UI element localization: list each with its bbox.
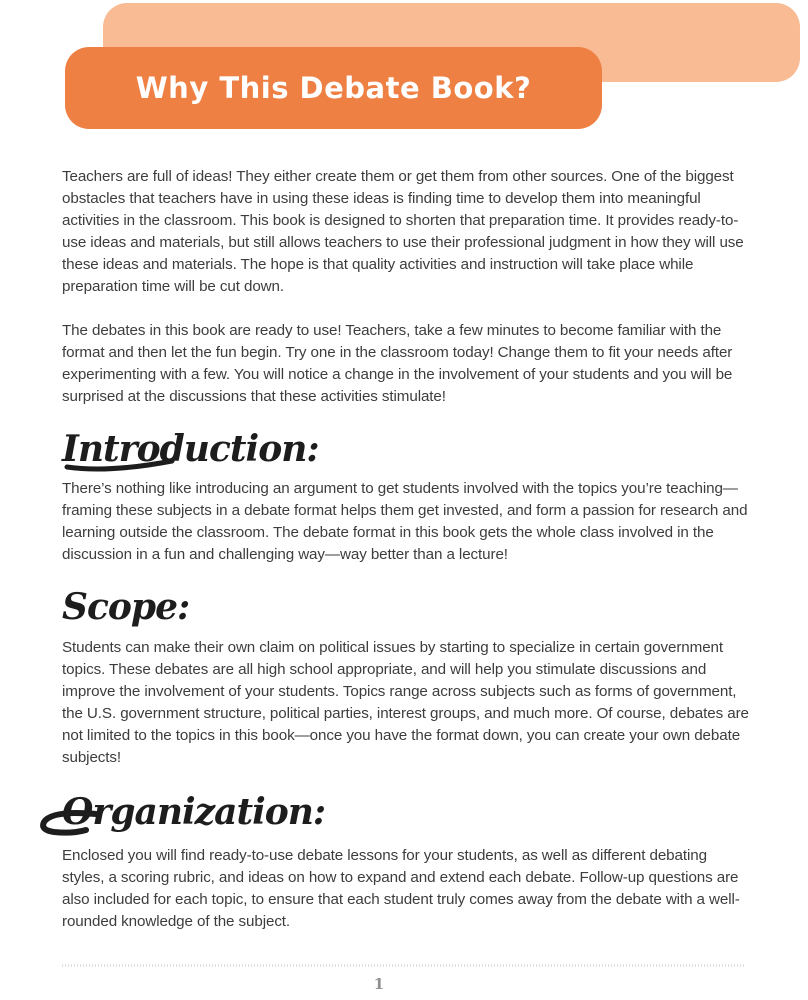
ink-underline-flourish (64, 458, 176, 472)
section-heading-organization-label: Organization: (62, 791, 326, 833)
page-title: Why This Debate Book? (135, 71, 532, 105)
ink-swash-flourish (38, 810, 102, 838)
intro-paragraph-1: Teachers are full of ideas! They either create them or get them from other sources. One of the biggest obstacles that teachers have in using these ideas is finding time to develop them into meaningful activities in the classroom. This book is designed to shorten that preparation time. It provides ready-to-use ideas and materials, but still allows teachers to use their professional judgment in how they will use these ideas and materials. The hope is that quality activities and instruction will take place while preparation time will be cut down. (62, 168, 744, 295)
section-heading-introduction-label: Introduction: (62, 428, 319, 470)
intro-paragraph-2: The debates in this book are ready to use! Teachers, take a few minutes to become familiar with the format and then let the fun begin. Try one in the classroom today! Change them to fit your needs after experimenting with a few. You will notice a change in the involvement of your students and you will be surprised at the discussions that these activities stimulate! (62, 322, 733, 405)
page-content (62, 166, 750, 933)
section-body-introduction: There’s nothing like introducing an argument to get students involved with the topics you’re teaching—framing these subjects in a debate format helps them get invested, and form a passion for research and learning outside the classroom. The debate format in this book gets the whole class involved in the discussion in a fun and challenging way—way better than a lecture! (62, 480, 748, 563)
section-heading-organization (62, 784, 325, 840)
section-heading-scope-label: Scope: (62, 586, 190, 628)
header-banner (65, 47, 602, 129)
section-heading-scope (62, 583, 189, 631)
section-heading-introduction (62, 427, 319, 471)
section-body-scope: Students can make their own claim on political issues by starting to specialize in certain government topics. These debates are all high school appropriate, and will help you stimulate discussions and improve the involvement of your students. Topics range across subjects such as forms of government, the U.S. government structure, political parties, interest groups, and much more. Of course, debates are not limited to the topics in this book—once you have the format down, you can create your own debate subjects! (62, 639, 749, 766)
footer-divider (62, 964, 746, 967)
page-number: 1 (373, 975, 385, 993)
section-body-organization: Enclosed you will find ready-to-use debate lessons for your students, as well as different debating styles, a scoring rubric, and ideas on how to expand and extend each debate. Follow-up questions are also included for each topic, to ensure that each student truly comes away from the debate with a well-rounded knowledge of the subject. (62, 847, 740, 930)
